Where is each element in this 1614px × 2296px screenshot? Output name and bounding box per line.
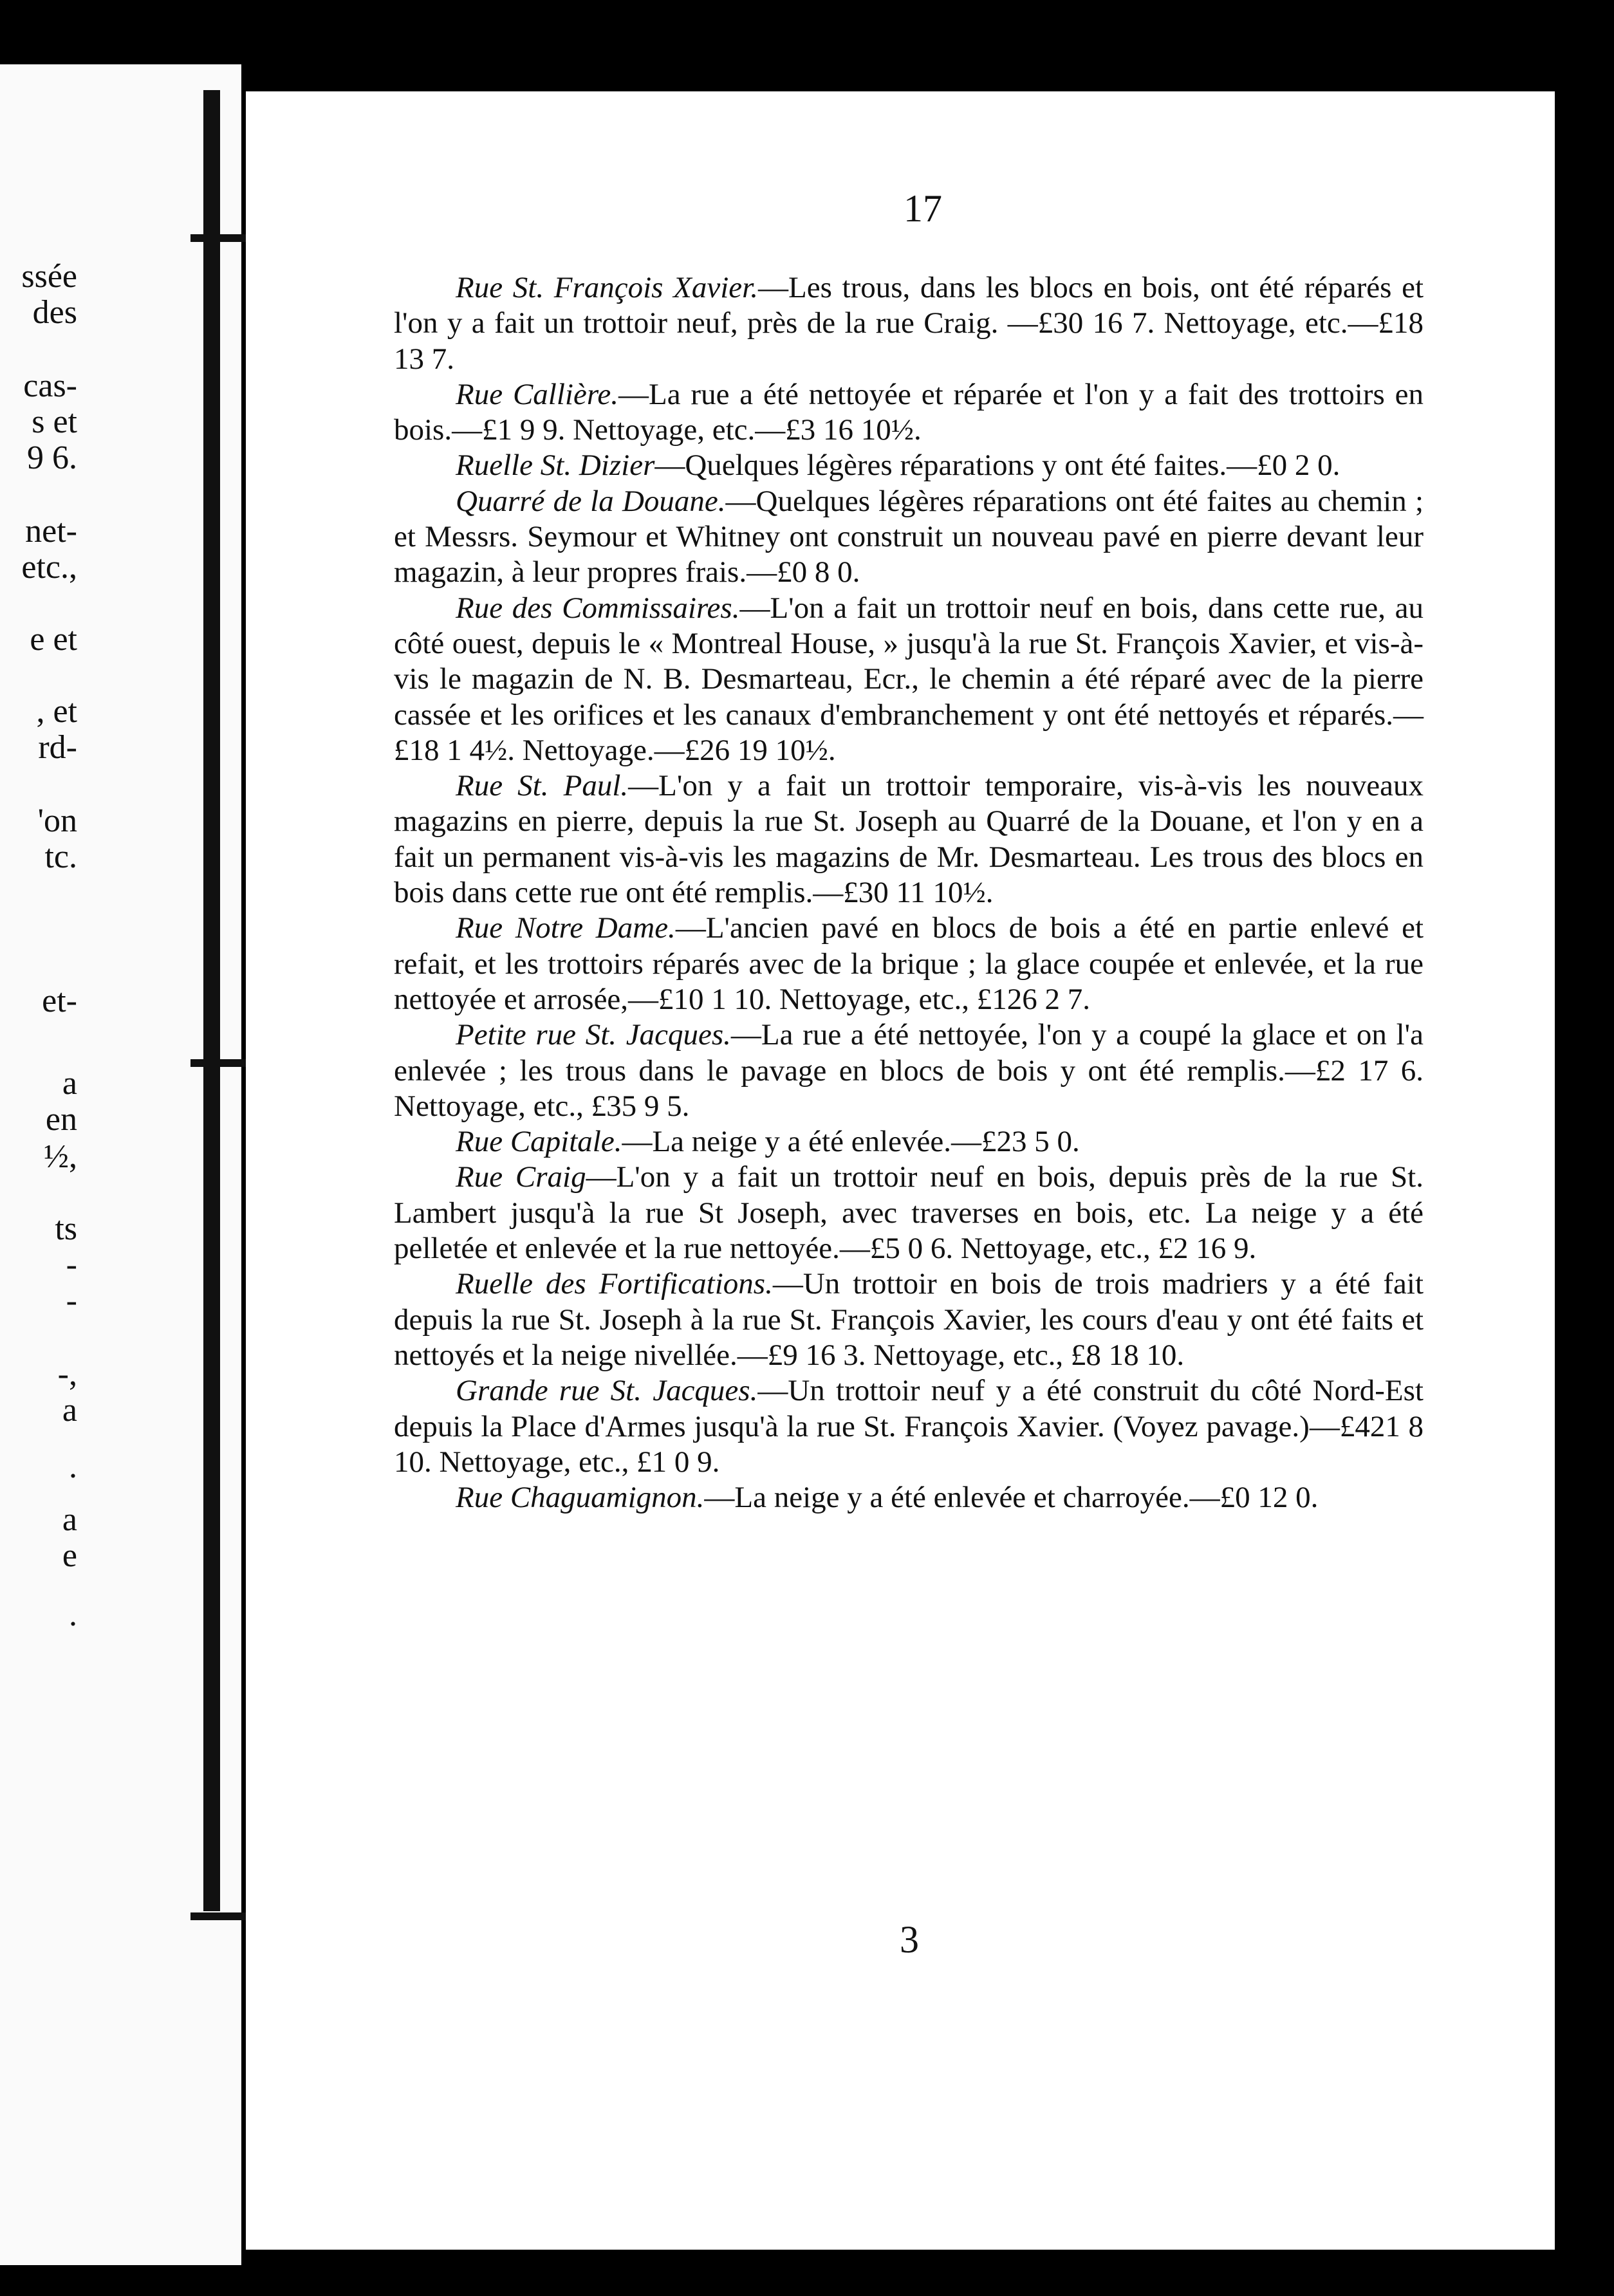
street-name: Petite rue St. Jacques. (456, 1018, 731, 1052)
paragraph (394, 1266, 1424, 1373)
street-name: Grande rue St. Jacques. (456, 1374, 758, 1408)
left-fragment: tc. (44, 838, 77, 875)
street-name: Rue Notre Dame. (456, 911, 676, 945)
paragraph-body: —Quelques légères réparations ont été faites au chemin ; et Messrs. Seymour et Whitney ont construit un nouveau pavé en pierre devant leur magazin, à leur propres frais.—£0 8 0. (394, 484, 1424, 589)
left-fragment: cas- (23, 367, 77, 404)
street-name: Rue St. Paul. (456, 769, 629, 803)
left-fragment: - (66, 1282, 77, 1319)
street-name: Rue Craig (456, 1160, 586, 1194)
left-fragment: 9 6. (27, 440, 77, 476)
paragraph-body: —La neige y a été enlevée et charroyée.—£0 12 0. (704, 1481, 1319, 1515)
street-name: Rue St. François Xavier. (456, 271, 758, 304)
paragraph (394, 1124, 1424, 1160)
paragraph (394, 591, 1424, 768)
paragraph-body: —La rue a été nettoyée, l'on y a coupé la glace et on l'a enlevée ; les trous dans le pavage en blocs de bois y ont été remplis.—£2 17 6. Nettoyage, etc., £35 9 5. (394, 1018, 1424, 1123)
paragraph (394, 270, 1424, 377)
paragraph-body: —L'on y a fait un trottoir temporaire, vis-à-vis les nouveaux magazins en pierre, depuis la rue St. Joseph au Quarré de la Douane, et l'on y en a fait un permanent vis-à-vis les magazins de Mr. Desmarteau. Les trous des blocs en bois dans cette rue ont été remplis.—£30 11 10½. (394, 769, 1424, 910)
left-fragment: des (32, 294, 77, 331)
book-spine (203, 90, 220, 1911)
left-fragment: s et (32, 403, 77, 440)
paragraph-body: —L'on a fait un trottoir neuf en bois, dans cette rue, au côté ouest, depuis le « Montreal House, » jusqu'à la rue St. François Xavier, et vis-à-vis le magazin de N. B. Desmarteau, Ecr., le chemin a été réparé avec de la pierre cassée et les orifices et les canaux d'embranchement y ont été nettoyés et réparés.—£18 1 4½. Nettoyage.—£26 19 10½. (394, 591, 1424, 767)
street-name: Rue Capitale. (456, 1125, 622, 1159)
street-name: Ruelle St. Dizier (456, 449, 655, 483)
left-fragment: -, (57, 1356, 77, 1393)
paragraph-body: —Un trottoir en bois de trois madriers y a été fait depuis la rue St. Joseph à la rue St. François Xavier, les cours d'eau y ont été faits et nettoyés et la neige nivellée.—£9 16 3. Nettoyage, etc., £8 18 10. (394, 1267, 1424, 1372)
left-fragment: etc., (21, 549, 77, 586)
left-fragment: net- (25, 513, 77, 550)
left-fragment: , et (36, 693, 77, 730)
paragraph (394, 484, 1424, 591)
left-fragment: 'on (37, 802, 77, 839)
paragraph-body: —La neige y a été enlevée.—£23 5 0. (622, 1125, 1080, 1159)
paragraph-body: —L'ancien pavé en blocs de bois a été en partie enlevé et refait, et les trottoirs réparés avec de la brique ; la glace coupée et enlevée, et la rue nettoyée et arrosée,—£10 1 10. Nettoyage, etc., £126 2 7. (394, 911, 1424, 1016)
left-fragment: . (69, 1449, 77, 1485)
paragraph (394, 377, 1424, 449)
left-fragment: e (62, 1537, 77, 1574)
paragraph (394, 1160, 1424, 1266)
left-fragment: ½, (44, 1138, 77, 1175)
street-name: Rue Callière. (456, 377, 618, 411)
paragraph (394, 1373, 1424, 1480)
paragraph-body: —L'on y a fait un trottoir neuf en bois, depuis près de la rue St. Lambert jusqu'à la rue St Joseph, avec traverses en bois, etc. La neige y a été pelletée et enlevée et la rue nettoyée.—£5 0 6. Nettoyage, etc., £2 16 9. (394, 1160, 1424, 1266)
street-name: Ruelle des Fortifications. (456, 1267, 773, 1301)
page-text (394, 270, 1424, 1515)
street-name: Rue des Commissaires. (456, 591, 740, 625)
street-name: Rue Chaguamignon. (456, 1481, 705, 1515)
left-fragment: en (45, 1101, 77, 1138)
street-name: Quarré de la Douane. (456, 484, 726, 518)
page-number: 17 (904, 187, 942, 230)
signature-mark: 3 (900, 1918, 919, 1961)
left-fragment: a (62, 1392, 77, 1429)
left-fragment: a (62, 1501, 77, 1538)
paragraph (394, 1017, 1424, 1124)
paragraph (394, 1480, 1424, 1515)
paragraph-body: —Les trous, dans les blocs en bois, ont été réparés et l'on y a fait un trottoir neuf, près de la rue Craig. —£30 16 7. Nettoyage, etc.—£18 13 7. (394, 271, 1424, 376)
left-fragment: a (62, 1065, 77, 1102)
left-fragment: ssée (21, 258, 77, 295)
paragraph (394, 911, 1424, 1017)
paragraph-body: —Un trottoir neuf y a été construit du côté Nord-Est depuis la Place d'Armes jusqu'à la rue St. François Xavier. (Voyez pavage.)—£421 8 10. Nettoyage, etc., £1 0 9. (394, 1374, 1424, 1479)
left-fragment: e et (30, 621, 77, 658)
left-fragment: ts (55, 1210, 77, 1247)
paragraph-body: —Quelques légères réparations y ont été faites.—£0 2 0. (654, 449, 1340, 483)
paragraph-body: —La rue a été nettoyée et réparée et l'on y a fait des trottoirs en bois.—£1 9 9. Nettoyage, etc.—£3 16 10½. (394, 377, 1424, 447)
paragraph (394, 448, 1424, 483)
left-fragment: et- (42, 983, 77, 1019)
left-fragment: - (66, 1246, 77, 1283)
left-fragment: rd- (38, 729, 77, 766)
paragraph (394, 768, 1424, 911)
left-fragment: . (69, 1597, 77, 1633)
